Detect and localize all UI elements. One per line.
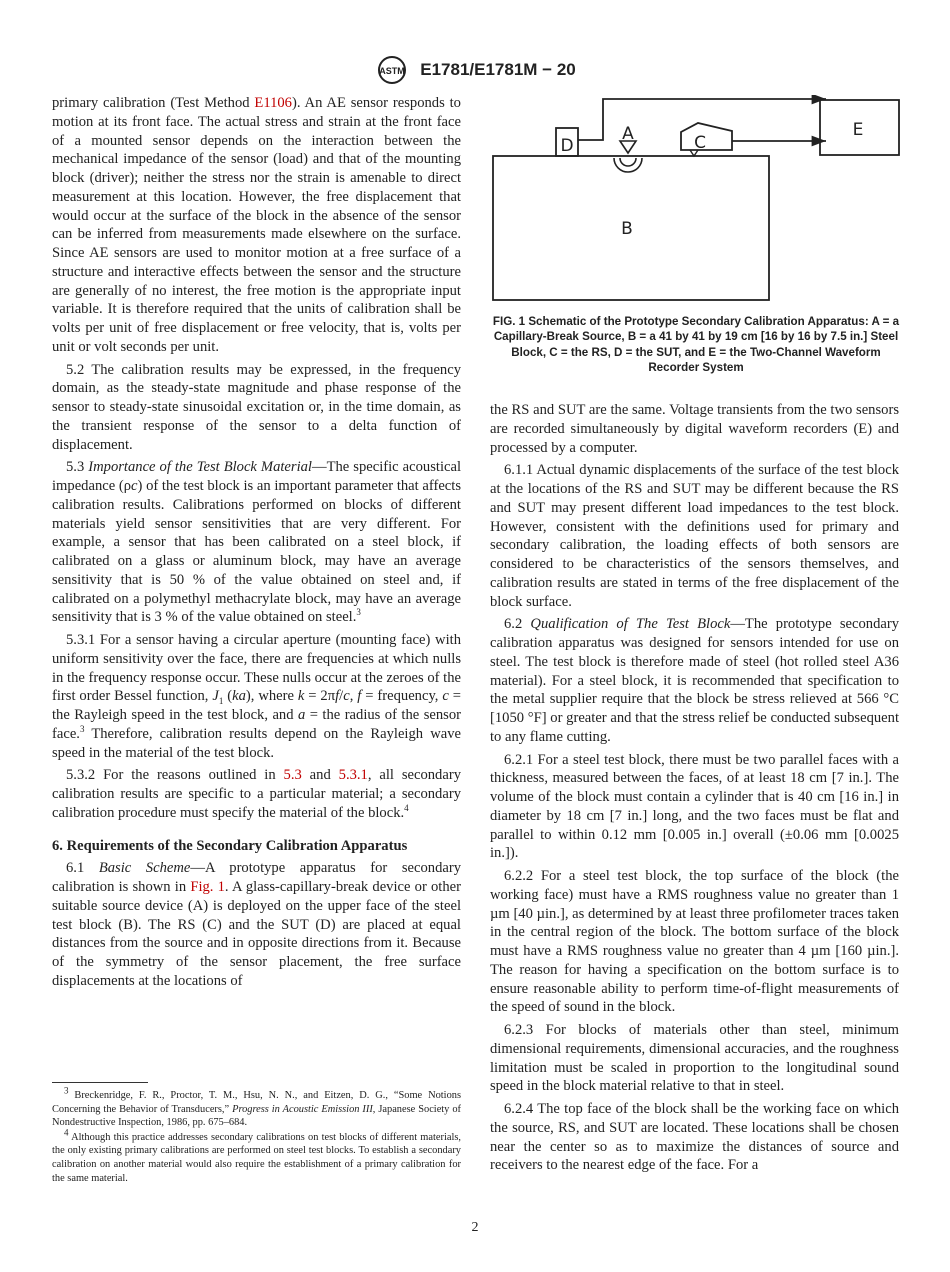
left-column <box>52 94 461 995</box>
text-run: and <box>301 767 339 784</box>
paragraph <box>52 1127 461 1185</box>
paragraph <box>52 94 461 357</box>
paragraph <box>52 1085 461 1130</box>
paragraph <box>52 631 461 762</box>
label-d: D <box>560 136 574 156</box>
text-run: 5.3 <box>66 459 89 476</box>
text-run: ), where <box>245 688 298 705</box>
text-run: 5.3.1 For a sensor having a circular aperture (mounting face) with uniform sensitivity over the face, there are frequencies at which nulls in the frequency response occur. These nulls occur at the zeroes of the first order Bessel function, <box>52 632 461 705</box>
footnote-ref: 3 <box>64 1085 69 1096</box>
section-heading: 6. Requirements of the Secondary Calibration Apparatus <box>52 837 408 854</box>
text-run: the RS and SUT are the same. Voltage transients from the two sensors are recorded simultaneously by digital waveform recorders (E) and processed by a computer. <box>490 402 899 456</box>
paragraph <box>490 1021 899 1096</box>
paragraph <box>52 458 461 627</box>
cross-reference-link[interactable]: Fig. 1 <box>190 879 225 895</box>
footnote-ref: 3 <box>356 607 361 618</box>
text-run: Although this practice addresses secondary calibrations on test blocks of different materials, the only existing primary calibrations are performed on steel test blocks. To establish a secondary calibration on another material would also require the establishment of a primary calibration for the same material. <box>52 1131 461 1184</box>
text-run: ). An AE sensor responds to motion at its front face. The actual stress and strain at the front face of a mounted sensor depends on the interaction between the mechanical impedance of the sensor (load) and that of the mounting block (driver); neither the stress nor the strain is amenable to direct measurement at this location. However, the free displacement that would occur at the surface of the block in the absence of the sensor can be inferred from measurements made elsewhere on the surface. Since AE sensors are used to monitor motion at a free surface of a structure and interactive effects between the sensor and the structure are generally of no interest, the free motion is the appropriate input variable. It is therefore required that the units of calibration shall be volts per unit of free displacement or free velocity, that is, volts per unit or volt seconds per unit. <box>52 95 461 355</box>
footnote-ref: 3 <box>79 723 85 734</box>
svg-text:ASTM: ASTM <box>379 66 405 76</box>
italic-text: k <box>297 688 305 705</box>
paragraph <box>52 859 461 990</box>
label-c: C <box>694 133 706 153</box>
italic-text: Progress in Acoustic Emission III <box>232 1103 373 1115</box>
astm-logo-icon <box>374 55 410 85</box>
italic-text: J <box>212 688 219 705</box>
text-run: 6.2 <box>504 616 531 633</box>
text-run: 6.2.4 The top face of the block shall be the working face on which the source, RS, and SUT are located. These locations shall be chosen near the center so as to maximize the distances of source and receivers to the nearest edge of the face. For a <box>490 1101 899 1174</box>
italic-text: ka <box>232 688 246 705</box>
text-run: . A glass-capillary-break device or other suitable source device (A) is deployed on the upper face of the steel test block (B). The RS (C) and the SUT (D) are placed at equal distances from the source and in opposite directions from it. Because of the symmetry of the sensor placement, the free surface displacements at the locations of <box>52 879 461 989</box>
text-run: = the radius of the sensor face. <box>52 707 461 742</box>
text-run: 5.2 The calibration results may be expressed, in the frequency domain, as the steady-state magnitude and phase response of the sensor to steady-state sinusoidal excitation or, in the time domain, as the transient response of the sensor to a delta function of displacement. <box>52 361 461 453</box>
paragraph <box>490 751 899 864</box>
footnote-divider <box>52 1082 148 1083</box>
text-run: 6.2.3 For blocks of materials other than steel, minimum dimensional requirements, dimensional accuracies, and the roughness limitation must be scaled in proportion to the longitudinal sound speed in the block material relative to that in steel. <box>490 1022 899 1095</box>
cross-reference-link[interactable]: 5.3 <box>283 767 302 784</box>
subscript: 1 <box>218 696 224 707</box>
italic-text: c <box>343 688 350 705</box>
text-run: 6.1 <box>66 860 99 877</box>
footnotes <box>52 1085 461 1186</box>
label-e: E <box>852 120 864 140</box>
paragraph <box>490 401 899 457</box>
right-column <box>490 401 899 1179</box>
footnote-ref: 4 <box>64 1127 69 1138</box>
text-run: primary calibration (Test Method <box>52 95 255 111</box>
paragraph <box>490 461 899 611</box>
paragraph <box>52 766 461 822</box>
italic-text: c <box>442 688 449 705</box>
cross-reference-link[interactable]: 5.3.1 <box>338 767 368 784</box>
italic-text: Basic Scheme <box>98 860 191 877</box>
text-run: 6.2.2 For a steel test block, the top surface of the block (the working face) must have a RMS roughness value no greater than 1 µm [40 µin.], as determined by at least three profilometer traces taken in the central region of the block. The bottom surface of the block must have a RMS roughness value no greater than 4 µm [160 µin.]. The reason for having a specification on the bottom surface is to ensure reasonable ability to perform time-of-flight measurements of the speed of sound in the block. <box>490 868 899 1016</box>
text-run: , Japanese Society of Nondestructive Inspection, 1986, pp. 675–684. <box>52 1103 461 1129</box>
text-run: = frequency, <box>361 688 443 705</box>
text-run: , all secondary calibration results are specific to a particular material; a secondary calibration procedure must specify the material of the block. <box>52 767 461 821</box>
document-designation: E1781/E1781M − 20 <box>420 60 576 79</box>
cross-reference-link[interactable]: E1106 <box>254 95 292 111</box>
italic-text: Importance of the Test Block Material <box>88 459 312 476</box>
figure-caption: FIG. 1 Schematic of the Prototype Secondary Calibration Apparatus: A = a Capillary-Break Source, B = a 41 by 41 by 19 cm [16 by 16 by 7.5 in.] Steel Block, C = the RS, D = the SUT, and E = the Two-Channel Waveform Recorder System <box>492 315 900 375</box>
figure-1 <box>490 95 902 376</box>
text-run: —The specific acoustical impedance (ρ <box>52 459 462 494</box>
text-run: ) of the test block is an important parameter that affects calibration results. Calibrations performed on blocks of different materials yield sensor sensitivities that are very different. For example, a sensor that has been calibrated on a steel block, if calibrated on a glass or aluminum block, may have an average sensitivity that is 50 % of the value obtained on steel and, if calibrated on a polymethyl methacrylate block, may have an average sensitivity that is 3 % of the value obtained on steel. <box>52 478 462 626</box>
text-run: 6.2.1 For a steel test block, there must be two parallel faces with a thickness, measured between the faces, of at least 18 cm [7 in.]. The volume of the block must contain a cylinder that is 40 cm [16 in.] in diameter by 18 cm [7 in.] long, and the two faces must be flat and parallel to within 0.12 mm [0.005 in.] overall (±0.06 mm [0.0025 in.]). <box>490 751 899 862</box>
footnote-ref: 4 <box>404 802 409 813</box>
text-run: 6.1.1 Actual dynamic displacements of the surface of the test block at the locations of the RS and SUT may be different because the RS and SUT may present different load impedances to the test block. However, consistent with the definitions used for primary and secondary calibration, the loading effects of both sensors are considered to be characteristics of the sensors themselves, and calibration results are stated in terms of the free displacement of the block surface. <box>490 462 899 610</box>
paragraph <box>52 361 461 455</box>
text-run: / <box>339 688 344 705</box>
text-run: Therefore, calibration results depend on the Rayleigh wave speed in the material of the test block. <box>52 725 461 761</box>
text-run: Breckenridge, F. R., Proctor, T. M., Hsu, N. N., and Eitzen, D. G., “Some Notions Concerning the Behavior of Transducers,” <box>52 1090 461 1115</box>
page-header <box>0 55 950 85</box>
text-run: —The prototype secondary calibration apparatus was designed for sensors intended for use on steel. The test block is therefore made of steel (hot rolled steel A36 material). For a steel block, it is recommended that specification to the metal supplier require that the block be stress relieved at 566 °C [1050 °F] or greater and that the stress relief be conducted subsequent to any flame cutting. <box>490 616 900 745</box>
text-run: , <box>349 688 358 705</box>
italic-text: Qualification of The Test Block <box>530 616 731 633</box>
text-run: ( <box>223 688 233 705</box>
text-run: = 2π <box>304 688 336 705</box>
italic-text: c <box>131 478 138 494</box>
text-run: —A prototype apparatus for secondary calibration is shown in <box>52 860 461 895</box>
italic-text: a <box>297 707 306 723</box>
text-run: 5.3.2 For the reasons outlined in <box>66 767 284 784</box>
label-a: A <box>622 124 634 144</box>
italic-text: f <box>357 688 362 705</box>
page-number: 2 <box>471 1220 479 1235</box>
text-run: = the Rayleigh speed in the test block, and <box>52 688 461 723</box>
paragraph <box>490 867 899 1017</box>
italic-text: f <box>335 688 340 705</box>
paragraph <box>490 615 899 746</box>
calibration-apparatus-schematic <box>490 95 902 305</box>
rs-c <box>681 123 732 150</box>
paragraph <box>490 1100 899 1175</box>
label-b: B <box>621 219 633 239</box>
